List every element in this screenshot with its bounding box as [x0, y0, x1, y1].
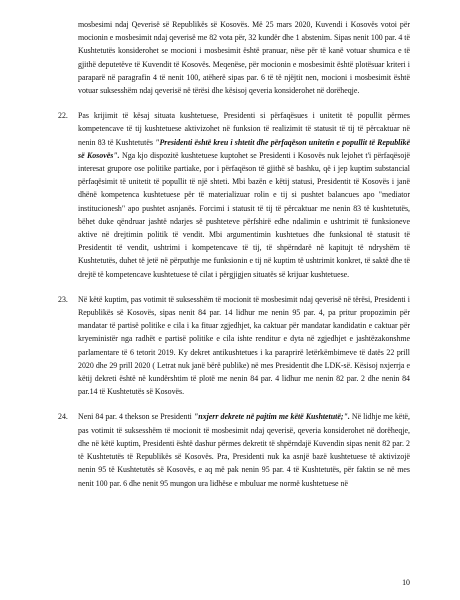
quoted-article: "nxjerr dekrete në pajtim me këtë Kushtetutë;".	[193, 412, 350, 422]
numbered-paragraph-22	[58, 109, 411, 281]
paragraph-number: 22.	[58, 111, 68, 121]
paragraph-text: Neni 84 par. 4 thekson se Presidenti "nxjerr dekrete në pajtim me këtë Kushtetutë;". Në lidhje me këtë, pas votimit të suksesshëm të mocionit të mosbesimit ndaj qeverisë, qeveria konsiderohet në dorëheqje, dhe në këtë kuptim, Presidenti është dashur përmes dekretit të shpërndajë Kuvendin sipas nenit 82 par. 2 të Kushtetutës të Republikës së Kosovës. Pra, Presidenti nuk ka asnjë bazë kushtetuese të aktivizojë nenin 95 të Kushtetutës së Kosovës, e aq më pak nenin 95 par. 4 të Kushtetutës, për faktin se në mes nenit 100 par. 6 dhe nenit 95 mungon ura lidhëse e mbuluar me normë kushtetuese në	[78, 412, 410, 488]
numbered-paragraph-24	[58, 410, 410, 489]
paragraph-text: Në këtë kuptim, pas votimit të suksesshëm të mocionit të mosbesimit ndaj qeverisë në tërësi, Presidenti i Republikës së Kosovës, sipas nenit 84 par. 14 lidhur me nenin 95 par. 4, pa pritur propozimin për mandatar të partisë politike e cila i ka fituar zgjedhjet, ka caktuar për mandatar kandidatin e caktuar për kryeministër nga radhët e partisë politike e cila ishte renditur e dyta në zgjedhjet e jashtëzakonshme parlamentare të 6 tetorit 2019. Ky dekret antikushtetues i ka paraprirë letërkëmbimeve të datës 22 prill 2020 dhe 29 prill 2020 ( Letrat nuk janë bërë publike) në mes Presidentit dhe LDK-së. Kësisoj nxjerrja e këtij dekreti është në kundërshtim të plotë me nenin 84 par. 4 lidhur me nenin 82 par. 2 dhe nenin 84 par.14 të Kushtetutës së Kosovës.	[78, 294, 410, 397]
paragraph-text: Pas krijimit të kësaj situata kushtetuese, Presidenti si përfaqësues i unitetit të popullit përmes kompetencave të tij kushtetuese aktivizohet në funksion të realizimit të statusit të tij të përcaktuar në nenin 83 të Kushtetutës "Presidenti është kreu i shtetit dhe përfaqëson unitetin e popullit të Republikë së Kosovës". Nga kjo dispozitë kushtetuese kuptohet se Presidenti i Kosovës nuk lejohet t'i përfaqësojë interesat grupore ose politike partiake, por i përfaqëson të gjithë së bashku, që i jep kuptim substancial përfaqësimit të unitetit të popullit të një shteti. Mbi bazën e këtij statusi, Presidentit të Kosovës i janë dhënë kompetenca kushtetuese për të materializuar rolin e tij si pushtet balancues apo "mediator institucionesh" apo pushtet asnjanës. Forcimi i statusit të tij të përcaktuar me nenin 83 të kushtetutës, bëhet duke qëndruar jashtë ndarjes së pushteteve përfshirë edhe ndalimin e ushtrimit të funksioneve aktive në drejtimin politik të vendit. Mbi argumentimin kushtetues dhe funksional të statusit të Presidentit të vendit, ushtrimi i kompetencave të tij, të shpërndarë në kapitujt të ndryshëm të Kushtetutës, duhet të jetë në përputhje me funksionin e tij në kuptim të ushtrimit konkret, të saktë dhe të drejtë të kompetencave kushtetuese të cilat i përgjigjen situatës së krijuar kushtetuese.	[78, 111, 411, 279]
numbered-paragraph-23	[58, 293, 410, 399]
paragraph-number: 24.	[58, 412, 68, 422]
quoted-article: "Presidenti është kreu i shtetit dhe përfaqëson unitetin e popullit të Republikë së Kosovës".	[78, 137, 411, 160]
page-number: 10	[402, 578, 410, 587]
intro-paragraph: mosbesimi ndaj Qeverisë së Republikës së Kosovës. Më 25 mars 2020, Kuvendi i Kosovës votoi për mocionin e mosbesimit ndaj qeverisë me 82 vota për, 32 kundër dhe 1 abstenim. Sipas nenit 100 par. 4 të Kushtetutës konsiderohet se mocioni i mosbesimit është pranuar, nëse për të kanë votuar shumica e të gjithë deputetëve të Kuvendit të Kosovës. Meqenëse, për mocionin e mosbesimit është plotësuar kriteri i paraparë në paragrafin 4 të nenit 100, atëherë sipas par. 6 të të njëjtit nen, mocioni i mosbesimit është votuar suksesshëm ndaj qeverisë në tërësi dhe kësisoj qeveria konsiderohet në dorëheqje.	[78, 20, 410, 96]
paragraph-number: 23.	[58, 294, 68, 304]
